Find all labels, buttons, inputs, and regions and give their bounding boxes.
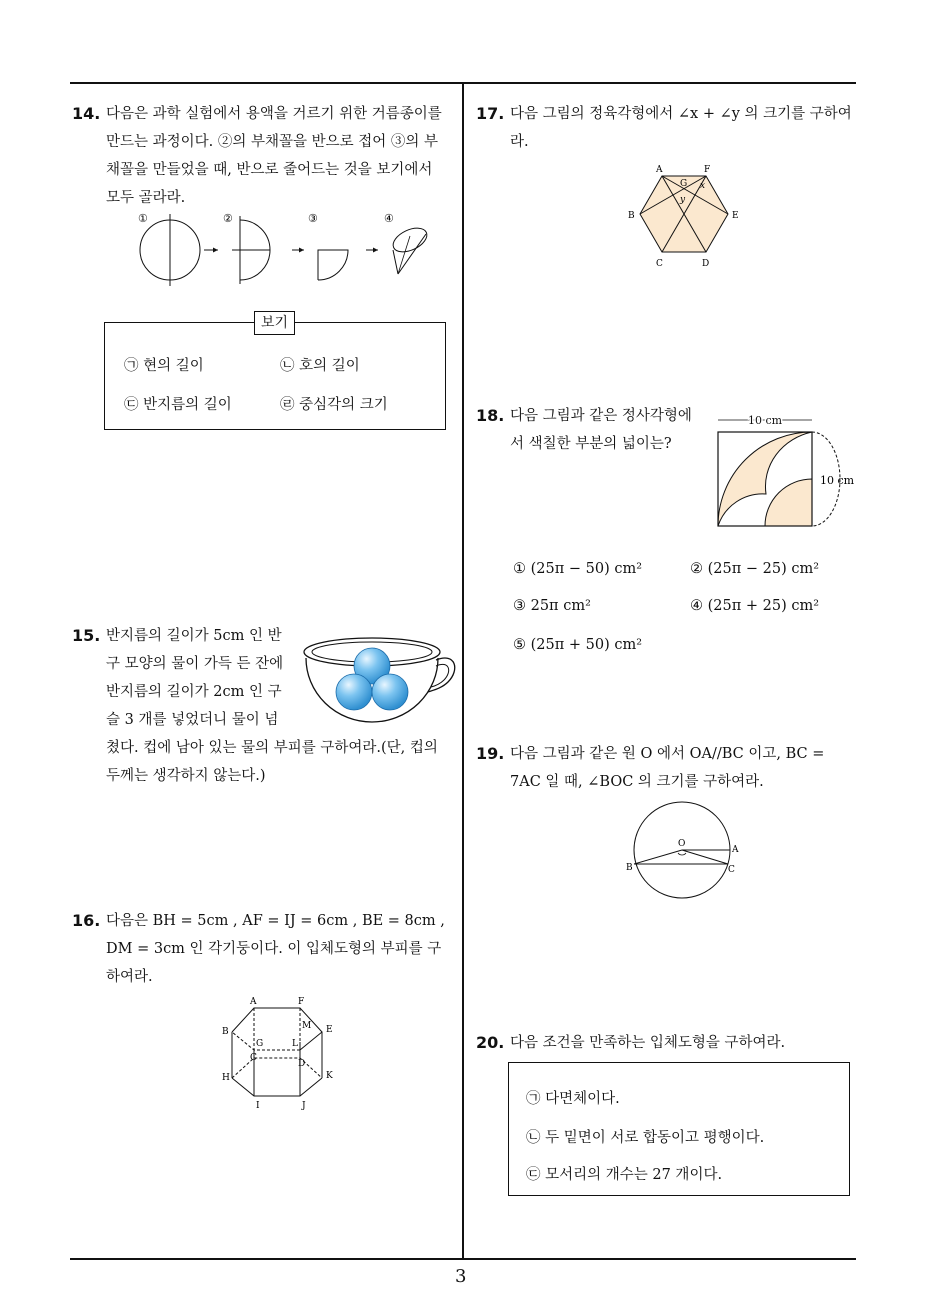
bogi-option: ㉣ 중심각의 크기	[280, 397, 388, 413]
bogi-title: 보기	[254, 311, 295, 335]
vertex-label: F	[704, 165, 711, 175]
step-label: ①	[138, 212, 148, 225]
bogi-option: ㉢ 반지름의 길이	[124, 397, 232, 413]
step-label: ②	[223, 212, 233, 225]
point-label: B	[626, 863, 633, 873]
vertex-label: L	[292, 1039, 298, 1049]
question-19	[476, 740, 861, 796]
question-text-line: 하여라.	[106, 969, 153, 985]
question-text-line: 만드는 과정이다. ②의 부채꼴을 반으로 접어 ③의 부	[106, 134, 439, 150]
square-shaded-figure	[708, 410, 858, 534]
vertex-label: D	[702, 259, 710, 269]
question-number: 16.	[72, 911, 101, 930]
question-number: 18.	[476, 406, 505, 425]
vertex-label: G	[680, 179, 688, 189]
question-14	[72, 100, 457, 212]
step-label: ③	[308, 212, 318, 225]
question-16	[72, 907, 457, 991]
vertex-label: A	[250, 997, 257, 1007]
answer-option[interactable]: ② (25π − 25) cm²	[690, 561, 820, 577]
question-18	[476, 402, 716, 458]
condition-item: ㉢ 모서리의 개수는 27 개이다.	[526, 1167, 723, 1183]
question-text-line: 다음 조건을 만족하는 입체도형을 구하여라.	[510, 1035, 786, 1051]
vertex-label: K	[326, 1071, 333, 1081]
question-text-line: 다음 그림과 같은 원 O 에서 OA//BC 이고, BC =	[510, 746, 825, 762]
question-text-line: 모두 골라라.	[106, 190, 186, 206]
question-20	[476, 1029, 861, 1057]
angle-label: x	[700, 181, 706, 191]
vertex-label: I	[256, 1101, 260, 1111]
point-label: O	[678, 839, 686, 849]
question-text-line: 다음 그림과 같은 정사각형에	[510, 408, 692, 424]
question-text-line: DM = 3cm 인 각기둥이다. 이 입체도형의 부피를 구	[106, 941, 442, 957]
question-number: 19.	[476, 744, 505, 763]
vertex-label: E	[326, 1025, 333, 1035]
vertex-label: E	[732, 211, 739, 221]
question-text-line: 다음은 과학 실험에서 용액을 거르기 위한 거름종이를	[106, 106, 442, 122]
vertex-label: C	[250, 1053, 257, 1063]
cup-with-balls-figure	[300, 630, 460, 730]
question-text-line: 쳤다. 컵에 남아 있는 물의 부피를 구하여라.(단, 컵의	[106, 740, 438, 756]
dimension-label: 10 cm	[748, 414, 783, 427]
question-text-line: 7AC 일 때, ∠BOC 의 크기를 구하여라.	[510, 774, 764, 790]
vertex-label: G	[256, 1039, 264, 1049]
point-label: A	[732, 845, 739, 855]
filter-paper-folding-figure	[120, 208, 450, 288]
vertex-label: F	[298, 997, 305, 1007]
circle-o-figure	[620, 798, 750, 902]
question-number: 20.	[476, 1033, 505, 1052]
condition-item: ㉠ 다면체이다.	[526, 1091, 620, 1107]
question-text-line: 반지름의 길이가 5cm 인 반	[106, 628, 282, 644]
question-17	[476, 100, 861, 156]
bogi-option: ㉠ 현의 길이	[124, 358, 204, 374]
column-divider	[462, 82, 464, 1258]
vertex-label: M	[302, 1021, 312, 1031]
question-text-line: 다음 그림의 정육각형에서 ∠x + ∠y 의 크기를 구하여	[510, 106, 852, 122]
answer-option[interactable]: ⑤ (25π + 50) cm²	[513, 637, 643, 653]
bottom-rule	[70, 1258, 856, 1260]
page-number: 3	[455, 1266, 467, 1287]
ball	[372, 674, 408, 710]
question-text-line: 라.	[510, 134, 529, 150]
question-number: 15.	[72, 626, 101, 645]
vertex-label: B	[628, 211, 635, 221]
hexagonal-prism-figure	[216, 994, 346, 1114]
question-text-line: 다음은 BH = 5cm , AF = IJ = 6cm , BE = 8cm ,	[106, 913, 445, 929]
hexagon-figure	[620, 160, 750, 270]
question-number: 17.	[476, 104, 505, 123]
vertex-label: B	[222, 1027, 229, 1037]
question-text-line: 두께는 생각하지 않는다.)	[106, 768, 266, 784]
vertex-label: J	[302, 1101, 306, 1111]
answer-option[interactable]: ④ (25π + 25) cm²	[690, 598, 820, 614]
vertex-label: H	[222, 1073, 230, 1083]
ball	[336, 674, 372, 710]
bogi-option: ㉡ 호의 길이	[280, 358, 360, 374]
question-text-line: 구 모양의 물이 가득 든 잔에	[106, 656, 284, 672]
dimension-label: 10 cm	[820, 474, 855, 487]
step-label: ④	[384, 212, 394, 225]
question-text-line: 슬 3 개를 넣었더니 물이 넘	[106, 712, 279, 728]
vertex-label: C	[656, 259, 663, 269]
angle-label: y	[680, 195, 686, 205]
condition-item: ㉡ 두 밑면이 서로 합동이고 평행이다.	[526, 1130, 765, 1146]
question-text-line: 서 색칠한 부분의 넓이는?	[510, 436, 672, 452]
vertex-label: A	[656, 165, 663, 175]
answer-option[interactable]: ③ 25π cm²	[513, 598, 591, 614]
vertex-label: D	[298, 1059, 306, 1069]
question-number: 14.	[72, 104, 101, 123]
question-text-line: 채꼴을 만들었을 때, 반으로 줄어드는 것을 보기에서	[106, 162, 433, 178]
answer-option[interactable]: ① (25π − 50) cm²	[513, 561, 643, 577]
question-text-line: 반지름의 길이가 2cm 인 구	[106, 684, 282, 700]
point-label: C	[728, 865, 735, 875]
